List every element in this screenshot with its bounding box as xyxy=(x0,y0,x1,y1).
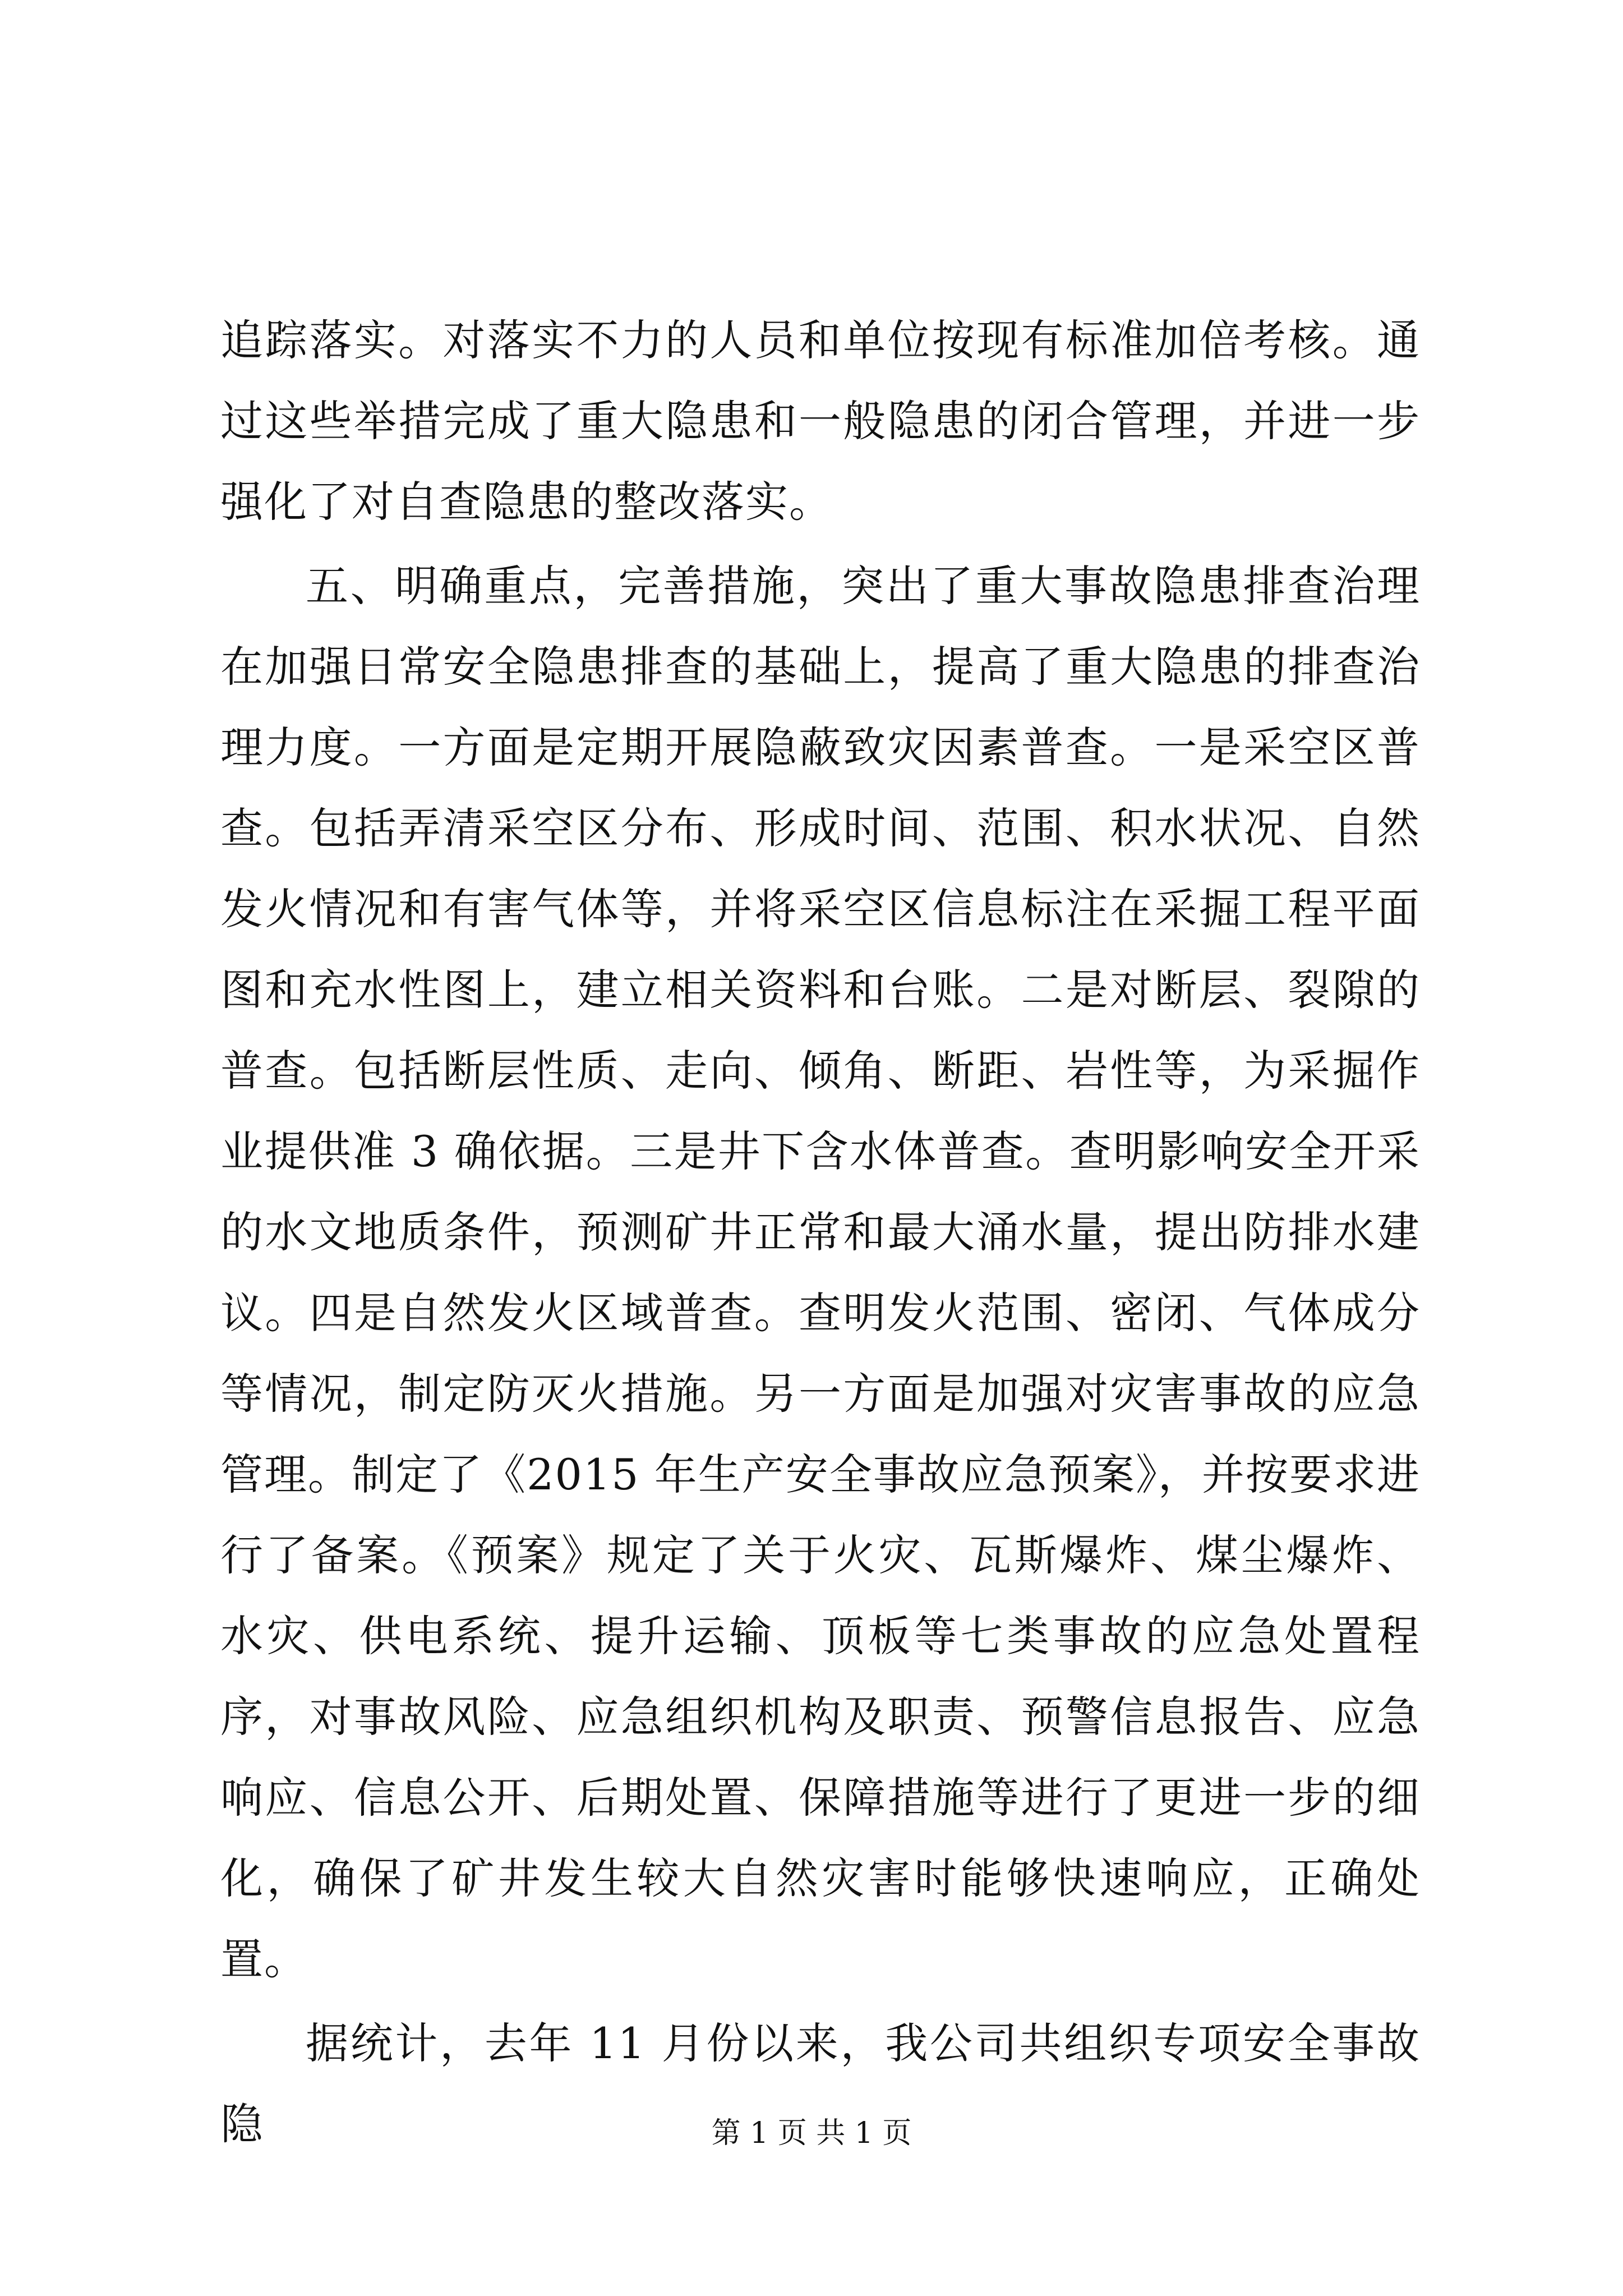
paragraph-statistics: 据统计，去年 11 月份以来，我公司共组织专项安全事故隐 xyxy=(220,2018,1421,2149)
paragraph-section-five: 五、明确重点，完善措施，突出了重大事故隐患排查治理在加强日常安全隐患排查的基础上，提高了重大隐患的排查治理力度。一方面是定期开展隐蔽致灾因素普查。一是采空区普查。包括弄清采空区分布、形成时间、范围、积水状况、自然发火情况和有害气体等，并将采空区信息标注在采掘工程平面图和充水性图上，建立相关资料和台账。二是对断层、裂隙的普查。包括断层性质、走向、倾角、断距、岩性等，为采掘作业提供准 3 确依据。三是井下含水体普查。查明影响安全开采的水文地质条件，预测矿井正常和最大涌水量，提出防排水建议。四是自然发火区域普查。查明发火范围、密闭、气体成分等情况，制定防灭火措施。另一方面是加强对灾害事故的应急管理。制定了《2015 年生产安全事故应急预案》，并按要求进行了备案。《预案》规定了关于火灾、瓦斯爆炸、煤尘爆炸、水灾、供电系统、提升运输、顶板等七类事故的应急处置程序，对事故风险、应急组织机构及职责、预警信息报告、应急响应、信息公开、后期处置、保障措施等进行了更进一步的细化，确保了矿井发生较大自然灾害时能够快速响应，正确处置。 xyxy=(220,561,1421,1984)
document-body xyxy=(220,300,1421,2165)
page-footer: 第 1 页 共 1 页 xyxy=(711,2116,912,2150)
paragraph-continuation: 追踪落实。对落实不力的人员和单位按现有标准加倍考核。通过这些举措完成了重大隐患和一般隐患的闭合管理，并进一步强化了对自查隐患的整改落实。 xyxy=(220,315,1421,527)
